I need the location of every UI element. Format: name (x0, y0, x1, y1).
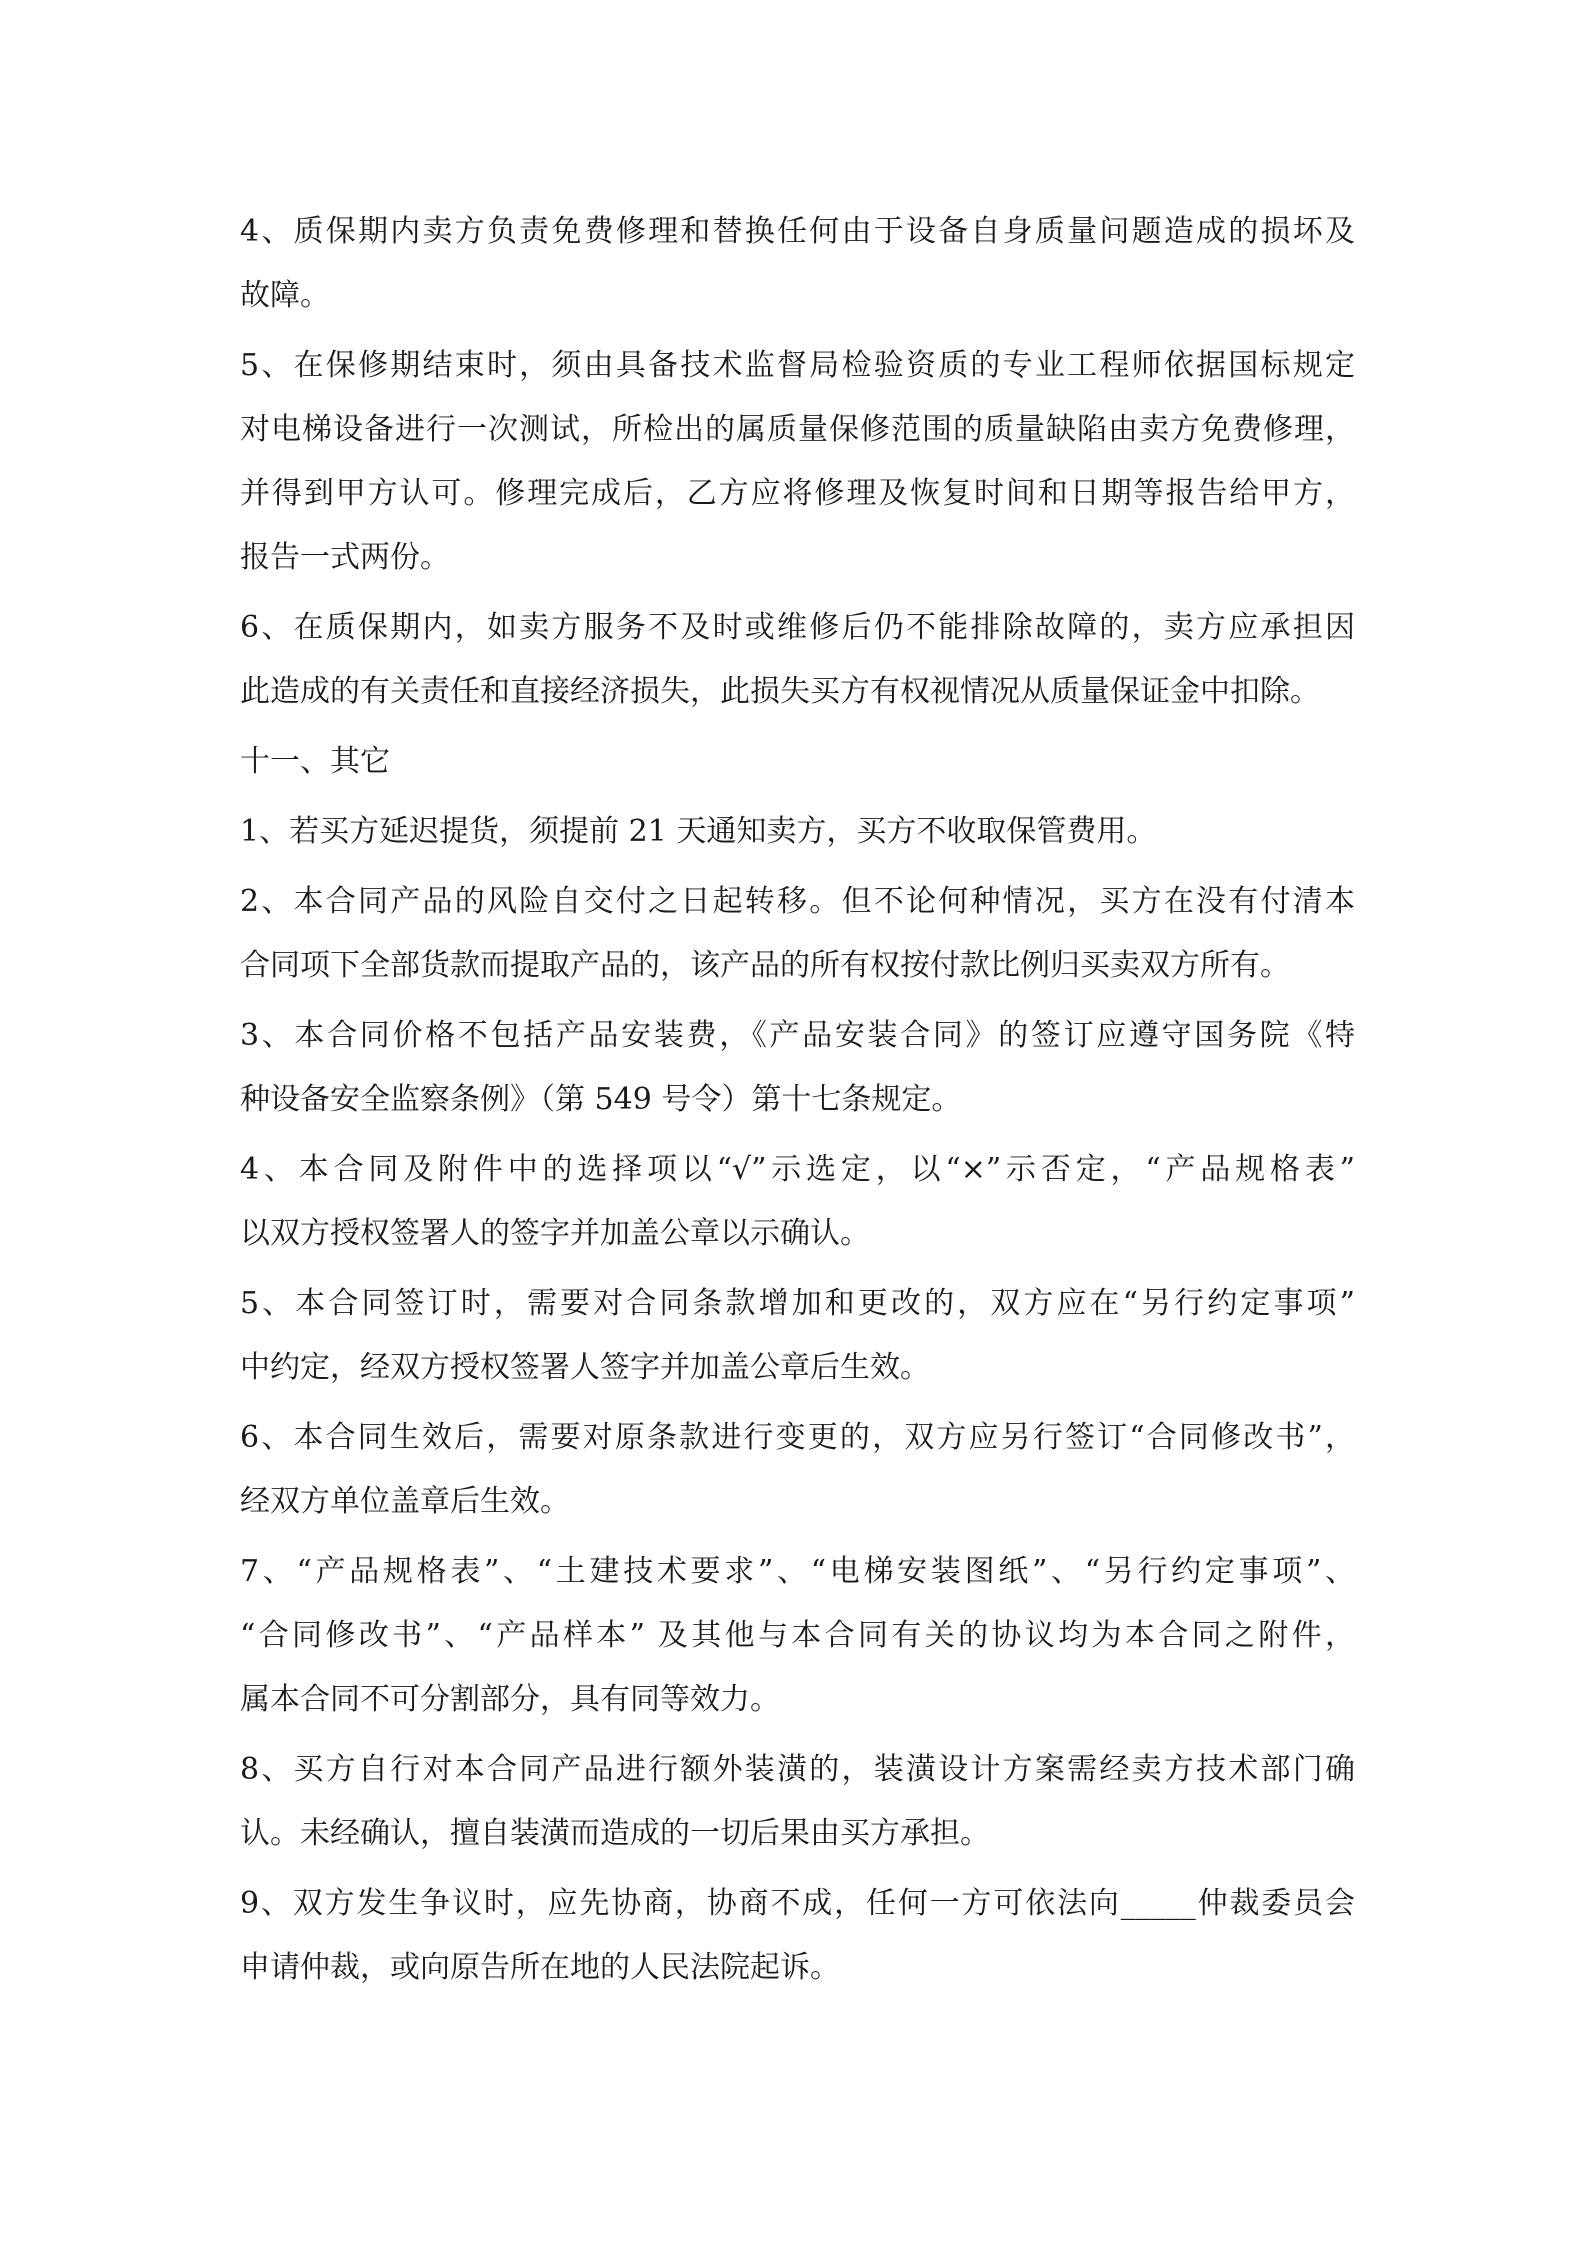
clause-paragraph (240, 1872, 1355, 2000)
text-line: 合同项下全部货款而提取产品的，该产品的所有权按付款比例归买卖双方所有。 (240, 948, 1290, 983)
clause-paragraph (240, 1138, 1355, 1266)
section-heading: 十一、其它 (240, 744, 390, 779)
text-line: 9、双方发生争议时，应先协商，协商不成，任何一方可依法向_____仲裁委员会 (240, 1886, 1355, 1921)
text-line: 5、本合同签订时，需要对合同条款增加和更改的，双方应在“另行约定事项” (240, 1286, 1355, 1321)
text-line: 4、质保期内卖方负责免费修理和替换任何由于设备自身质量问题造成的损坏及 (240, 214, 1355, 249)
text-line: 4、本合同及附件中的选择项以“√”示选定，以“×”示否定，“产品规格表” (240, 1152, 1355, 1187)
text-line: 申请仲裁，或向原告所在地的人民法院起诉。 (240, 1950, 840, 1985)
text-line: 此造成的有关责任和直接经济损失，此损失买方有权视情况从质量保证金中扣除。 (240, 674, 1320, 709)
clause-paragraph (240, 800, 1355, 864)
clause-paragraph (240, 596, 1355, 724)
text-line: 6、在质保期内，如卖方服务不及时或维修后仍不能排除故障的，卖方应承担因 (240, 610, 1355, 645)
text-line: 报告一式两份。 (240, 540, 450, 575)
clause-paragraph (240, 1540, 1355, 1732)
clause-paragraph (240, 1004, 1355, 1132)
clause-paragraph (240, 1738, 1355, 1866)
clause-paragraph (240, 1272, 1355, 1400)
clause-paragraph (240, 1406, 1355, 1534)
text-line: 6、本合同生效后，需要对原条款进行变更的，双方应另行签订“合同修改书”， (240, 1420, 1355, 1455)
text-line: 8、买方自行对本合同产品进行额外装潢的，装潢设计方案需经卖方技术部门确 (240, 1752, 1355, 1787)
text-line: 以双方授权签署人的签字并加盖公章以示确认。 (240, 1216, 870, 1251)
text-line: 3、本合同价格不包括产品安装费，《产品安装合同》的签订应遵守国务院《特 (240, 1018, 1355, 1053)
text-line: “合同修改书”、“产品样本” 及其他与本合同有关的协议均为本合同之附件， (240, 1618, 1355, 1653)
clause-paragraph (240, 200, 1355, 328)
text-line: 1、若买方延迟提货，须提前 21 天通知卖方，买方不收取保管费用。 (240, 814, 1157, 849)
text-line: 种设备安全监察条例》（第 549 号令）第十七条规定。 (240, 1082, 962, 1117)
text-line: 中约定，经双方授权签署人签字并加盖公章后生效。 (240, 1350, 930, 1385)
text-line: 2、本合同产品的风险自交付之日起转移。但不论何种情况，买方在没有付清本 (240, 884, 1355, 919)
text-line: 7、“产品规格表”、“土建技术要求”、“电梯安装图纸”、“另行约定事项”、 (240, 1554, 1355, 1589)
text-line: 5、在保修期结束时，须由具备技术监督局检验资质的专业工程师依据国标规定 (240, 348, 1355, 383)
text-line: 经双方单位盖章后生效。 (240, 1484, 570, 1519)
text-line: 认。未经确认，擅自装潢而造成的一切后果由买方承担。 (240, 1816, 990, 1851)
clause-paragraph (240, 334, 1355, 590)
document-body (240, 200, 1355, 2006)
text-line: 并得到甲方认可。修理完成后，乙方应将修理及恢复时间和日期等报告给甲方， (240, 476, 1355, 511)
text-line: 属本合同不可分割部分，具有同等效力。 (240, 1682, 780, 1717)
text-line: 对电梯设备进行一次测试，所检出的属质量保修范围的质量缺陷由卖方免费修理， (240, 412, 1355, 447)
clause-paragraph (240, 870, 1355, 998)
text-line: 故障。 (240, 278, 330, 313)
